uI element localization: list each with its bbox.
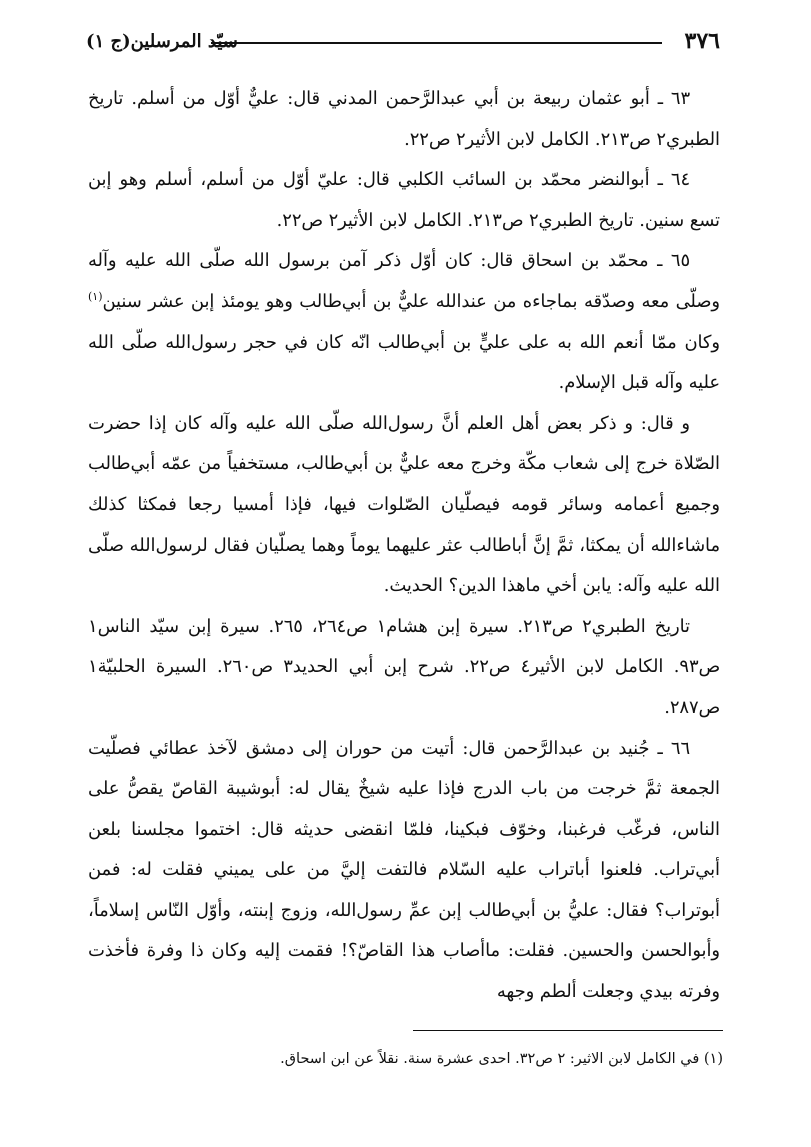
header-rule (211, 42, 662, 44)
page-number: ٣٧٦ (684, 28, 720, 54)
paragraph-65 (88, 241, 720, 403)
page-header (86, 26, 720, 60)
paragraph-66: ٦٦ ـ جُنيد بن عبدالرَّحمن قال: أتيت من حوران إلى دمشق لآخذ عطائي فصلّيت الجمعة ثمَّ خرجت من باب الدرج فإذا عليه شيخٌ يقال له: أبوشيبة القاصّ يقصُّ على الناس، فرغّب فرغبنا، وخوّف فبكينا، فلمّا انقضى حديثه قال: اختموا مجلسنا بلعن أبي‌تراب. فلعنوا أباتراب عليه السّلام فالتفت إليَّ من على يميني فقلت له: فمن أبوتراب؟ فقال: عليُّ بن أبي‌طالب إبن عمِّ رسول‌الله، وزوج إبنته، وأوّل النّاس إسلاماً، وأبوالحسن والحسين. فقلت: ماأصاب هذا القاصّ؟! فقمت إليه وكان ذا وفرة فأخذت وفرته بيدي وجعلت ألطم وجهه (88, 737, 720, 1003)
footnote: (١) في الكامل لابن الاثير: ٢ ص٣٢. احدى عشرة سنة. نقلاً عن ابن اسحاق. (280, 1051, 723, 1067)
running-title: سيّد المرسلين(ج ١) (86, 31, 238, 52)
main-text (88, 79, 720, 1013)
paragraph-sources: تاريخ الطبري٢ ص٢١٣. سيرة إبن هشام١ ص٢٦٤، ٢٦٥. سيرة إبن سيّد الناس١ ص٩٣. الكامل لابن الأثير٤ ص٢٢. شرح إبن أبي الحديد٣ ص٢٦٠. السيرة الحلبيّة١ ص٢٨٧. (88, 615, 720, 718)
paragraph-64: ٦٤ ـ أبوالنضر محمّد بن السائب الكلبي قال: عليّ أوّل من أسلم، أسلم وهو إبن تسع سنين. تاريخ الطبري٢ ص٢١٣. الكامل لابن الأثير٢ ص٢٢. (88, 169, 720, 231)
paragraph-hadith: و قال: و ذكر بعض أهل العلم أنَّ رسول‌الله صلّى الله عليه وآله كان إذا حضرت الصّلاة خرج إلى شعاب مكّة وخرج معه عليٌّ بن أبي‌طالب، مستخفياً من عمّه أبي‌طالب وجميع أعمامه وسائر قومه فيصلّيان الصّلوات فيها، فإذا أمسيا رجعا فمكثا كذلك ماشاءالله أن يمكثا، ثمَّ إنَّ أباطالب عثر عليهما يوماً وهما يصلّيان فقال لرسول‌الله صلّى الله عليه وآله: يابن أخي ماهذا الدين؟ الحديث. (88, 412, 720, 597)
paragraph-65-continuation: وكان ممّا أنعم الله به على عليٍّ بن أبي‌طالب انّه كان في حجر رسول‌الله صلّى الله عليه وآله قبل الإسلام. (88, 331, 720, 394)
footnote-mark: (١) (88, 290, 103, 304)
footnote-rule (413, 1030, 723, 1031)
paragraph-65-text: ٦٥ ـ محمّد بن اسحاق قال: كان أوّل ذكر آمن برسول الله صلّى الله عليه وآله وصلّى معه وصدّقه بماجاءه من عندالله عليٌّ بن أبي‌طالب وهو يومئذ إبن عشر سنين (88, 250, 720, 312)
paragraph-63: ٦٣ ـ أبو عثمان ربيعة بن أبي عبدالرَّحمن المدني قال: عليٌّ أوّل من أسلم. تاريخ الطبري٢ ص٢١٣. الكامل لابن الأثير٢ ص٢٢. (88, 88, 720, 150)
